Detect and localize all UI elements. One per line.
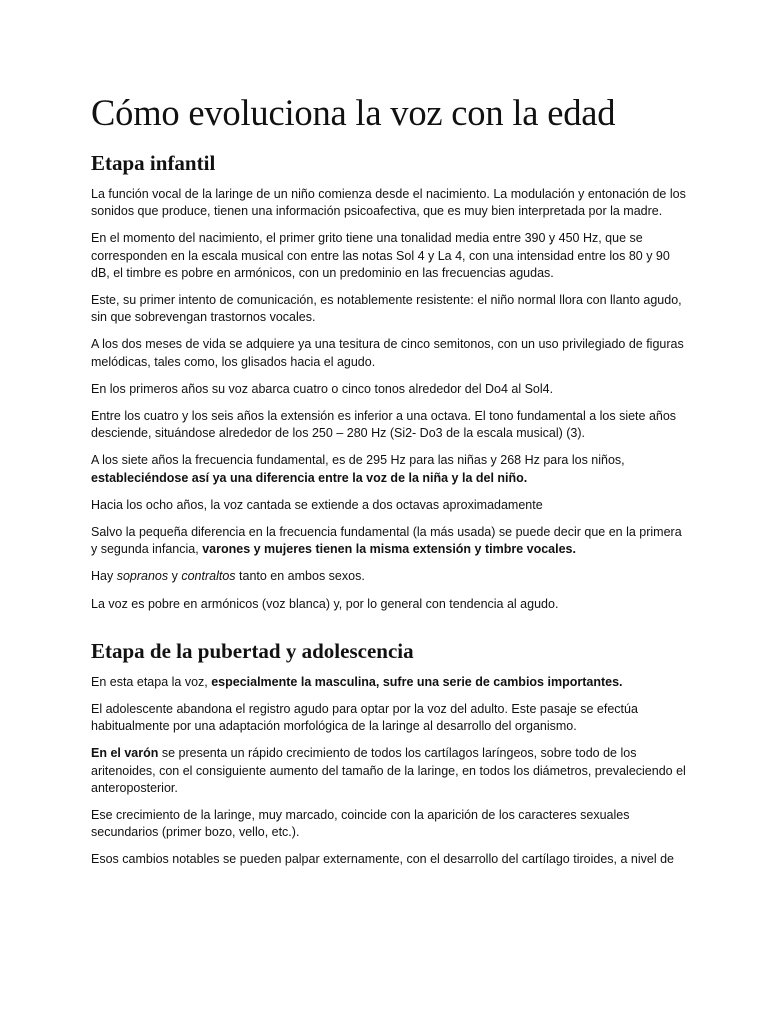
italic-text: sopranos xyxy=(116,569,169,584)
text-run: Este, su primer intento de comunicación, es notablemente resistente: el niño normal llora con llanto agudo, sin que sobrevengan trastornos vocales. xyxy=(91,293,682,325)
text-run: Hacia los ocho años, la voz cantada se extiende a dos octavas aproximadamente xyxy=(91,497,543,512)
text-run: A los siete años la frecuencia fundamental, es de 295 Hz para las niñas y 268 Hz para los niños, xyxy=(91,453,625,468)
paragraph xyxy=(91,497,691,514)
bold-text: varones y mujeres tienen la misma extensión y timbre vocales. xyxy=(202,542,576,557)
paragraph xyxy=(91,186,691,220)
paragraph xyxy=(91,408,691,442)
text-run: El adolescente abandona el registro agudo para optar por la voz del adulto. Este pasaje se efectúa habitualmente por una adaptación morfológica de la laringe al desarrollo del organismo. xyxy=(91,702,638,734)
text-run: Ese crecimiento de la laringe, muy marcado, coincide con la aparición de los caracteres sexuales secundarios (primer bozo, vello, etc.). xyxy=(91,808,630,840)
text-run: Esos cambios notables se pueden palpar externamente, con el desarrollo del cartílago tiroides, a nivel de xyxy=(91,852,674,867)
document-content xyxy=(91,91,691,879)
paragraph xyxy=(91,701,691,735)
section-heading: Etapa infantil xyxy=(91,151,216,175)
paragraph xyxy=(91,745,691,797)
text-run: tanto en ambos sexos. xyxy=(235,569,365,584)
section-heading: Etapa de la pubertad y adolescencia xyxy=(91,638,414,663)
document-sections xyxy=(91,149,691,869)
paragraph xyxy=(91,336,691,370)
paragraph xyxy=(91,381,691,398)
text-run: se presenta un rápido crecimiento de todos los cartílagos laríngeos, sobre todo de los aritenoides, con el consiguiente aumento del tamaño de la laringe, en todos los diámetros, prevaleciendo el anteroposterior. xyxy=(91,746,686,795)
text-run: En el momento del nacimiento, el primer grito tiene una tonalidad media entre 390 y 450 Hz, que se corresponden en la escala musical con entre las notas Sol 4 y La 4, con una intensidad entre los 80 y 90 dB, el timbre es pobre en armónicos, con un predominio en las frecuencias agudas. xyxy=(91,231,670,280)
paragraph xyxy=(91,568,691,585)
paragraph xyxy=(91,807,691,841)
paragraph xyxy=(91,674,691,691)
text-run: En esta etapa la voz, xyxy=(91,674,212,689)
bold-text: En el varón xyxy=(91,746,159,761)
bold-text: estableciéndose así ya una diferencia entre la voz de la niña y la del niño. xyxy=(91,470,528,485)
text-run: En los primeros años su voz abarca cuatro o cinco tonos alrededor del Do4 al Sol4. xyxy=(91,381,554,396)
paragraph xyxy=(91,524,691,558)
italic-text: contraltos xyxy=(181,569,236,584)
text-run: La función vocal de la laringe de un niño comienza desde el nacimiento. La modulación y entonación de los sonidos que produce, tienen una información psicoafectiva, que es muy bien interpretada por la madre. xyxy=(91,187,686,219)
text-run: Salvo la pequeña diferencia en la frecuencia fundamental (la más usada) se puede decir que en la primera y segunda infancia, xyxy=(91,525,682,557)
paragraph xyxy=(91,851,691,868)
text-run: Entre los cuatro y los seis años la extensión es inferior a una octava. El tono fundamental a los siete años desciende, situándose alrededor de los 250 – 280 Hz (Si2- Do3 de la escala musical) (3). xyxy=(91,409,677,441)
bold-text: especialmente la masculina, sufre una serie de cambios importantes. xyxy=(211,674,623,689)
text-run: y xyxy=(168,569,182,584)
paragraph xyxy=(91,452,691,486)
paragraph xyxy=(91,230,691,282)
paragraph xyxy=(91,292,691,326)
text-run: Hay xyxy=(91,569,117,584)
text-run: A los dos meses de vida se adquiere ya una tesitura de cinco semitonos, con un uso privilegiado de figuras melódicas, tales como, los glisados hacia el agudo. xyxy=(91,337,684,369)
text-run: La voz es pobre en armónicos (voz blanca) y, por lo general con tendencia al agudo. xyxy=(91,596,559,611)
document-title: Cómo evoluciona la voz con la edad xyxy=(91,92,616,133)
paragraph xyxy=(91,596,691,613)
